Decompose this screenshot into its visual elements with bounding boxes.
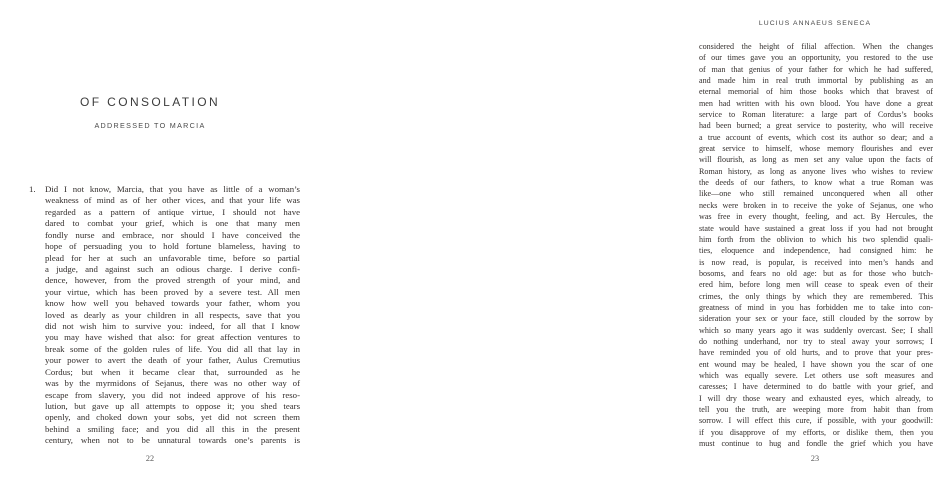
left-page <box>0 0 320 487</box>
text-line: will flourish, as long as men set any value upon the facts of <box>699 155 933 165</box>
text-line: you may have wished that also: for great affection ventures to <box>45 332 300 343</box>
text-line: had been burned; a great service to posterity, who will receive <box>699 121 933 131</box>
text-line: your power to avert the death of your father, Aulus Cremutius <box>45 355 300 366</box>
text-line: great service to himself, whose memory flourishes and ever <box>699 144 933 154</box>
text-line: a judge, and against such an odious charge. I derive confi- <box>45 263 300 274</box>
text-line: sideration your sex or your face, still clouded by the sorrow by <box>699 314 933 324</box>
chapter-subtitle: ADDRESSED TO MARCIA <box>94 121 206 130</box>
text-line: behind a smiling face; and you did all this in the present <box>45 423 300 434</box>
paragraph-number: 1. <box>29 184 36 194</box>
text-line: was free in every thought, feeling, and act. By Hercules, the <box>699 212 933 222</box>
text-line: lution, but gave up all attempts to oppose it; you shed tears <box>45 401 300 412</box>
text-line: know how well you behaved towards your father, whom you <box>45 298 300 309</box>
text-line: fondly nurse and embrace, nor should I have conceived the <box>45 229 300 240</box>
text-line: a true account of events, which cost its author so dear; and a <box>699 132 933 142</box>
text-line: dared to combat your grief, which is one that many men <box>45 218 300 229</box>
text-line: which so many years ago it was suddenly overcast. See; I shall <box>699 325 933 335</box>
text-line: ties, eloquence and independence, had consigned him: he <box>699 246 933 256</box>
text-line: crimes, the only things by which they are remembered. This <box>699 291 933 301</box>
text-line: loved as dearly as your children in all respects, save that you <box>45 309 300 320</box>
text-line: plead for her at such an unfavorable time, before so partial <box>45 252 300 263</box>
text-line: him forth from the oblivion to which his two splendid quali- <box>699 234 933 244</box>
right-page <box>320 0 933 487</box>
text-line: men had written with his own blood. You have done a great <box>699 98 933 108</box>
text-line: your virtue, which has been proved by a severe test. All men <box>45 286 300 297</box>
text-line: do nothing underhand, nor try to steal away your sorrows; I <box>699 336 933 346</box>
text-line: escape from slavery, you did not indeed approve of his reso- <box>45 389 300 400</box>
text-line: of man that genius of your father for which he had suffered, <box>699 64 933 74</box>
text-line: necks were broken in to receive the yoke of Sejanus, one who <box>699 200 933 210</box>
text-line: like—one who still remained unconquered when all other <box>699 189 933 199</box>
text-line: dence, however, from the proved strength of your mind, and <box>45 275 300 286</box>
text-line: Did I not know, Marcia, that you have as little of a woman’s <box>45 184 300 194</box>
text-line: sorrow. I will effect this cure, if possible, with your goodwill: <box>699 416 933 426</box>
text-line: break some of the golden rules of life. You did all that lay in <box>45 343 300 354</box>
text-line: regarded as a pattern of antique virtue, I should not have <box>45 206 300 217</box>
text-line: greatness of mind in you has forbidden me to take into con- <box>699 302 933 312</box>
text-line: is now read, is popular, is received into men’s hands and <box>699 257 933 267</box>
text-line: ent wound may be healed, I have shown you the scar of one <box>699 359 933 369</box>
text-line: service to Roman literature: a large part of Cordus’s books <box>699 110 933 120</box>
text-line: must continue to hug and fondle the grief which you have <box>699 439 933 449</box>
right-page-body-text <box>699 41 933 449</box>
text-line: considered the height of filial affection. When the changes <box>699 42 933 51</box>
text-line: weakness of mind as of her other vices, and that your life was <box>45 195 300 206</box>
text-line: did not wish him to survive you: indeed, for all that I know <box>45 321 300 332</box>
running-header-author: LUCIUS ANNAEUS SENECA <box>758 20 872 27</box>
text-line: caresses; I have determined to do battle with your grief, and <box>699 382 933 392</box>
text-line: eternal memorial of him those books which that bravest of <box>699 87 933 97</box>
text-line: I will dry those weary and exhausted eyes, which already, to <box>699 393 933 403</box>
text-line: which was equally severe. Let others use soft measures and <box>699 370 933 380</box>
text-line: bosoms, and fears no old age: but as for those who butch- <box>699 268 933 278</box>
right-page-number: 23 <box>810 454 820 463</box>
text-line: ered him, before long men will cease to speak even of their <box>699 280 933 290</box>
text-line: of our times gave you an opportunity, you restored to the use <box>699 53 933 63</box>
text-line: openly, and choked down your sobs, yet did not screen them <box>45 412 300 423</box>
left-page-body-text <box>45 184 300 447</box>
text-line: have reminded you of old hurts, and to prove that your pres- <box>699 348 933 358</box>
text-line: state would have sustained a great loss if you had not brought <box>699 223 933 233</box>
text-line: hope of persuading you to hold fortune blameless, having to <box>45 241 300 252</box>
text-line: the deeds of our fathers, to know what a true Roman was <box>699 178 933 188</box>
chapter-title: OF CONSOLATION <box>79 95 221 109</box>
text-line: and made him in real truth immortal by publishing as an <box>699 76 933 86</box>
left-page-number: 22 <box>145 454 155 463</box>
text-line: Cordus; but when it became clear that, surrounded as he <box>45 366 300 377</box>
text-line: if you disapprove of my efforts, or dislike them, then you <box>699 427 933 437</box>
text-line: was by the myrmidons of Sejanus, there was no other way of <box>45 378 300 389</box>
text-line: Roman history, as long as anyone lives who wishes to review <box>699 166 933 176</box>
text-line: tell you the truth, are weeping more from habit than from <box>699 405 933 414</box>
text-line: century, when not to be unnatural towards one’s parents is <box>45 435 300 446</box>
